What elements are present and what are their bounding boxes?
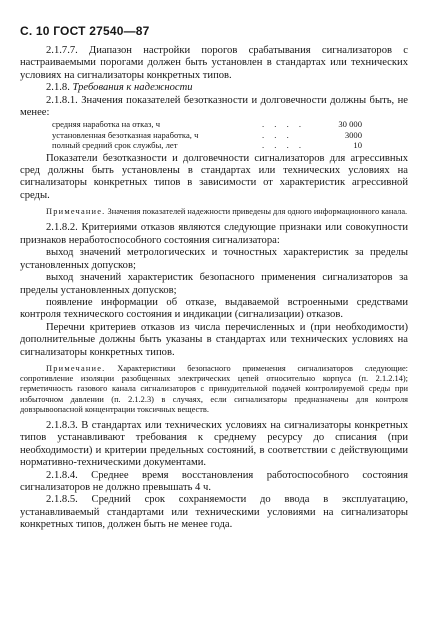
section-heading-2-1-8 [20,82,408,94]
note-label: Примечание. [46,363,106,373]
value-row [52,130,362,140]
paragraph-2-1-7-7: 2.1.7.7. Диапазон настройки порогов срабатывания сигнализаторов с настраиваемыми порогами должен быть установлен в стандартах или технических условиях на сигнализаторы конкретных типов. [20,45,408,81]
paragraph-aggressive-media: Показатели безотказности и долговечности сигнализаторов для агрессивных сред должны быть установлены в стандартах или технических условиях на сигнализаторы конкретных типов в зависимости от характеристик агрессивной среды. [20,152,408,201]
paragraph-2-1-8-3: 2.1.8.3. В стандартах или технических условиях на сигнализаторы конкретных типов устанавливают требования к среднему ресурсу до списания (при необходимости) и критерии предельных состояний, в соответствии с действующими нормативно-техническими документами. [20,419,408,469]
criterion-item: появление информации об отказе, выдаваемой встроенными средствами контроля технического состояния и индикации (сигнализации) отказов. [20,296,408,321]
note-reliability [20,207,408,217]
value-row [52,119,362,129]
value-row [52,140,362,150]
value-number: 3000 [344,129,362,140]
note-safety-characteristics [20,364,408,415]
criterion-item: выход значений метрологических и точностных характеристик за пределы установленных допусков; [20,247,408,271]
note-label: Примечание. [46,207,106,217]
value-label: средняя наработка на отказ, ч [52,119,161,130]
note-text: Значения показателей надежности приведены для одного информационного канала. [105,207,408,217]
document-body [20,45,408,532]
paragraph-2-1-8-5: 2.1.8.5. Средний срок сохраняемости до ввода в эксплуатацию, устанавливаемый стандартами или техническими условиями на сигнализаторы конкретных типов, должен быть не менее года. [20,494,408,531]
reliability-values-list [52,119,408,150]
paragraph-2-1-8-2: 2.1.8.2. Критериями отказов являются следующие признаки или совокупности признаков неработоспособного состояния сигнализатора: [20,222,408,246]
leader-dots: . . . . [262,140,306,151]
leader-dots: . . . [262,129,293,140]
criterion-item: выход значений характеристик безопасного применения сигнализаторов за пределы установленных допусков; [20,272,408,296]
value-label: полный средний срок службы, лет [52,140,178,151]
note-text: Характеристики безопасного применения сигнализаторов следующие: сопротивление изоляции разобщенных электрических цепей относительно корпуса (п. 2.1.2.14); герметичность газового канала сигнализаторов с принудительной подачей контролируемой среды при избыточном давлении (п. 2.1.2.3) в случаях, если сигнализаторы предназначены для контроля довзрывоопасной концентрации токсичных веществ. [20,363,408,414]
paragraph-criteria-lists: Перечни критериев отказов из числа перечисленных и (при необходимости) дополнительные должны быть указаны в стандартах или технических условиях на сигнализаторы конкретных типов. [20,321,408,358]
leader-dots: . . . . [262,119,306,130]
paragraph-2-1-8-4: 2.1.8.4. Среднее время восстановления работоспособного состояния сигнализаторов не должно превышать 4 ч. [20,469,408,493]
paragraph-2-1-8-1: 2.1.8.1. Значения показателей безотказности и долговечности должны быть, не менее: [20,94,408,119]
section-number: 2.1.8. [46,82,70,94]
value-number: 10 [353,140,362,151]
value-number: 30 000 [338,119,362,130]
page-header: С. 10 ГОСТ 27540—87 [20,24,150,38]
value-label: установленная безотказная наработка, ч [52,129,199,140]
section-title: Требования к надежности [72,82,193,94]
